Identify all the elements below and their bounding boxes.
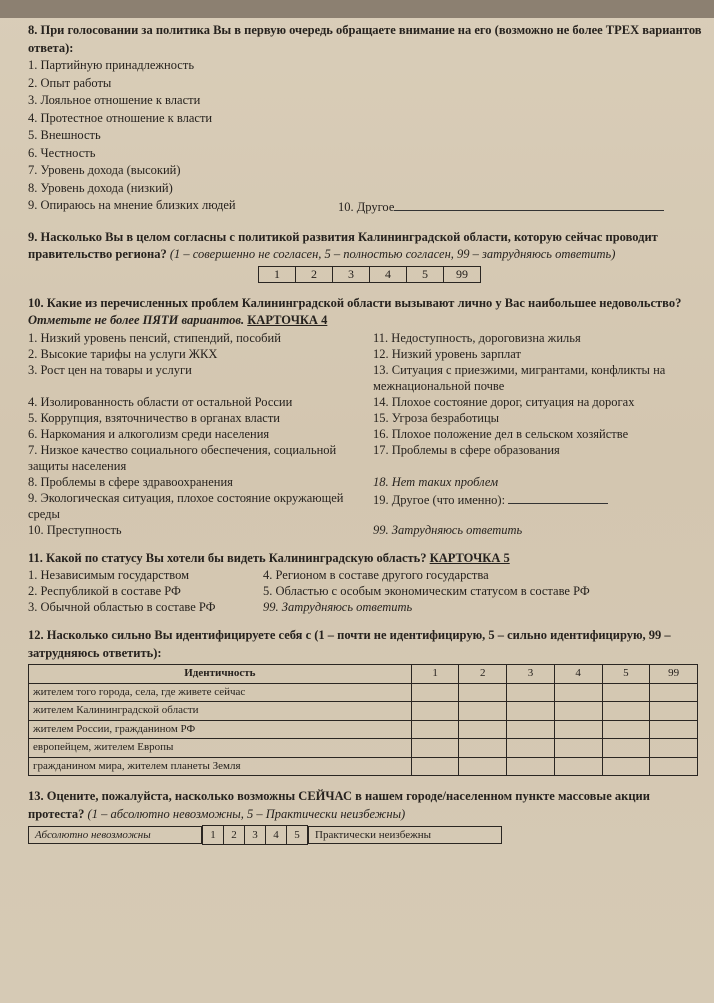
q12-answer-cell[interactable] <box>507 702 555 721</box>
q11-option[interactable]: 2. Республикой в составе РФ <box>28 584 181 598</box>
q12-answer-cell[interactable] <box>411 739 459 758</box>
q11-option[interactable]: 5. Областью с особым экономическим статусом в составе РФ <box>263 584 590 598</box>
q12-answer-cell[interactable] <box>459 720 507 739</box>
q10-option[interactable]: 99. Затрудняюсь ответить <box>373 522 523 537</box>
q9-note: (1 – совершенно не согласен, 5 – полностью согласен, 99 – затрудняюсь ответить) <box>169 247 616 261</box>
q8-other-label: 10. Другое <box>338 200 395 214</box>
q10-card: КАРТОЧКА 4 <box>247 313 328 327</box>
q10-other-line[interactable] <box>508 490 608 504</box>
q13-note: (1 – абсолютно невозможны, 5 – Практически неизбежны) <box>87 806 406 821</box>
q12-answer-cell[interactable] <box>459 702 507 721</box>
q12-answer-cell[interactable] <box>459 757 507 776</box>
q12-identity-table <box>28 664 698 776</box>
q12-answer-cell[interactable] <box>507 757 555 776</box>
table-row <box>29 739 698 758</box>
q10-option[interactable]: 18. Нет таких проблем <box>373 474 499 489</box>
q12-answer-cell[interactable] <box>507 720 555 739</box>
q8-option[interactable]: 9. Опираюсь на мнение близких людей <box>28 198 236 212</box>
q12-answer-cell[interactable] <box>554 720 602 739</box>
q10-option[interactable]: 7. Низкое качество социального обеспечения, социальной защиты населения <box>28 442 337 473</box>
q12-row-label: европейцем, жителем Европы <box>29 739 412 758</box>
table-row <box>29 757 698 776</box>
q12-row-label: гражданином мира, жителем планеты Земля <box>29 757 412 776</box>
q10-option[interactable]: 17. Проблемы в сфере образования <box>373 442 560 457</box>
questionnaire-content <box>28 22 708 845</box>
question-9-title <box>28 229 708 264</box>
q12-answer-cell[interactable] <box>459 739 507 758</box>
q12-answer-cell[interactable] <box>554 739 602 758</box>
q12-answer-cell[interactable] <box>650 683 698 702</box>
q10-option[interactable]: 3. Рост цен на товары и услуги <box>28 362 192 377</box>
q8-option[interactable]: 5. Внешность <box>28 128 101 142</box>
q10-option[interactable]: 1. Низкий уровень пенсий, стипендий, пособий <box>28 330 281 345</box>
q11-option[interactable]: 3. Обычной областью в составе РФ <box>28 600 216 614</box>
q13-scale <box>202 825 308 845</box>
q9-scale <box>258 266 481 283</box>
q12-answer-cell[interactable] <box>554 683 602 702</box>
q12-header-cell: 2 <box>459 665 507 684</box>
question-10-title <box>28 295 708 330</box>
q10-option[interactable]: 2. Высокие тарифы на услуги ЖКХ <box>28 346 218 361</box>
table-row <box>29 683 698 702</box>
question-11-title <box>28 550 708 568</box>
q10-option[interactable]: 8. Проблемы в сфере здравоохранения <box>28 474 233 489</box>
q9-scale-cell[interactable]: 3 <box>333 266 370 282</box>
q12-answer-cell[interactable] <box>459 683 507 702</box>
q12-answer-cell[interactable] <box>507 739 555 758</box>
q8-other-line[interactable] <box>394 197 664 211</box>
q12-header-cell: 99 <box>650 665 698 684</box>
question-13-title <box>28 788 708 823</box>
q13-scale-row <box>28 825 708 845</box>
q10-title-text: 10. Какие из перечисленных проблем Калининградской области вызывают лично у Вас наибольшее недовольство? <box>28 295 682 310</box>
q12-answer-cell[interactable] <box>602 720 650 739</box>
q10-option[interactable]: 12. Низкий уровень зарплат <box>373 346 521 361</box>
q12-answer-cell[interactable] <box>650 720 698 739</box>
q9-scale-cell[interactable]: 4 <box>370 266 407 282</box>
q12-answer-cell[interactable] <box>411 702 459 721</box>
q10-option[interactable]: 4. Изолированность области от остальной России <box>28 394 293 409</box>
q11-title-text: 11. Какой по статусу Вы хотели бы видеть Калининградскую область? <box>28 550 427 565</box>
q11-option[interactable]: 1. Независимым государством <box>28 568 190 582</box>
q10-option[interactable]: 6. Наркомания и алкоголизм среди населения <box>28 426 270 441</box>
q12-header-cell: 1 <box>411 665 459 684</box>
q8-option-other[interactable] <box>338 197 664 217</box>
q13-scale-cell[interactable]: 1 <box>203 826 224 845</box>
q12-header-cell: 5 <box>602 665 650 684</box>
q12-answer-cell[interactable] <box>554 702 602 721</box>
q8-option[interactable]: 1. Партийную принадлежность <box>28 58 195 72</box>
q10-option-other[interactable] <box>373 490 708 522</box>
q13-right-label: Практически неизбежны <box>308 826 502 844</box>
q12-header-label: Идентичность <box>29 665 412 684</box>
table-row <box>29 720 698 739</box>
q10-option[interactable]: 9. Экологическая ситуация, плохое состояние окружающей среды <box>28 490 344 521</box>
q9-scale-cell[interactable]: 2 <box>296 266 333 282</box>
q12-answer-cell[interactable] <box>411 720 459 739</box>
q12-answer-cell[interactable] <box>507 683 555 702</box>
q12-answer-cell[interactable] <box>602 702 650 721</box>
q10-note: Отметьте не более ПЯТИ вариантов. <box>28 313 245 327</box>
question-11-options <box>28 567 708 615</box>
q11-card: КАРТОЧКА 5 <box>429 550 510 565</box>
q10-option[interactable]: 14. Плохое состояние дорог, ситуация на дорогах <box>373 394 635 409</box>
q12-answer-cell[interactable] <box>602 757 650 776</box>
q12-answer-cell[interactable] <box>554 757 602 776</box>
question-8-title: 8. При голосовании за политика Вы в первую очередь обращаете внимание на его (возможно не более ТРЕХ вариантов ответа): <box>28 23 702 55</box>
q12-answer-cell[interactable] <box>411 683 459 702</box>
q12-row-label: жителем Калининградской области <box>29 702 412 721</box>
question-10-options <box>28 330 708 538</box>
q12-header-cell: 3 <box>507 665 555 684</box>
q12-header-cell: 4 <box>554 665 602 684</box>
q8-option[interactable]: 8. Уровень дохода (низкий) <box>28 180 173 195</box>
q8-option[interactable]: 2. Опыт работы <box>28 75 112 90</box>
q12-row-label: жителем того города, села, где живете сейчас <box>29 683 412 702</box>
q11-option[interactable]: 99. Затрудняюсь ответить <box>263 600 413 614</box>
q12-answer-cell[interactable] <box>411 757 459 776</box>
q12-answer-cell[interactable] <box>650 757 698 776</box>
q13-scale-cell[interactable]: 5 <box>287 826 308 845</box>
question-8-options <box>28 57 708 217</box>
q10-option[interactable]: 10. Преступность <box>28 522 122 537</box>
q13-scale-cell[interactable]: 4 <box>266 826 287 845</box>
q8-option[interactable]: 6. Честность <box>28 145 96 160</box>
q9-scale-cell[interactable]: 99 <box>444 266 481 282</box>
q10-option[interactable]: 16. Плохое положение дел в сельском хозяйстве <box>373 426 629 441</box>
q12-answer-cell[interactable] <box>650 702 698 721</box>
q10-option[interactable]: 13. Ситуация с приезжими, мигрантами, конфликты на межнациональной почве <box>373 362 666 393</box>
q10-option[interactable]: 11. Недоступность, дороговизна жилья <box>373 330 581 345</box>
table-row <box>29 702 698 721</box>
q8-last-row <box>28 197 708 217</box>
q13-left-label: Абсолютно невозможны <box>28 826 202 844</box>
q10-option[interactable]: 5. Коррупция, взяточничество в органах власти <box>28 410 280 425</box>
photo-top-edge <box>0 0 714 18</box>
q10-option[interactable]: 15. Угроза безработицы <box>373 410 500 425</box>
q8-option[interactable]: 3. Лояльное отношение к власти <box>28 93 201 107</box>
q8-option[interactable]: 7. Уровень дохода (высокий) <box>28 163 181 177</box>
q13-title-text: 13. Оцените, пожалуйста, насколько возможны СЕЙЧАС в нашем городе/населенном пункте массовые акции протеста? <box>28 789 650 821</box>
q12-answer-cell[interactable] <box>650 739 698 758</box>
question-12-title: 12. Насколько сильно Вы идентифицируете себя с (1 – почти не идентифицирую, 5 – сильно идентифицирую, 99 – затрудняюсь ответить): <box>28 628 671 660</box>
q9-title-text: 9. Насколько Вы в целом согласны с политикой развития Калининградской области, которую сейчас проводит правительство региона? <box>28 229 658 261</box>
q13-scale-cell[interactable]: 3 <box>245 826 266 845</box>
q11-option[interactable]: 4. Регионом в составе другого государства <box>263 568 489 582</box>
q8-option[interactable]: 4. Протестное отношение к власти <box>28 110 213 125</box>
q13-scale-cell[interactable]: 2 <box>224 826 245 845</box>
q12-row-label: жителем России, гражданином РФ <box>29 720 412 739</box>
q12-answer-cell[interactable] <box>602 683 650 702</box>
q12-answer-cell[interactable] <box>602 739 650 758</box>
q9-scale-cell[interactable]: 5 <box>407 266 444 282</box>
q10-other-label: 19. Другое (что именно): <box>373 492 506 507</box>
q12-header-row <box>29 665 698 684</box>
q9-scale-cell[interactable]: 1 <box>259 266 296 282</box>
